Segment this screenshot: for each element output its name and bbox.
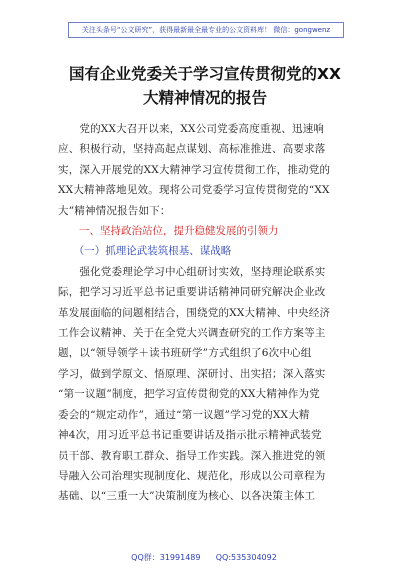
section-heading-1: 一、坚持政治站位，提升稳健发展的引领力 (58, 225, 279, 238)
document-body (58, 119, 358, 507)
para-line: 题，以“领导领学＋读书班研学”方式组织了6次中心组 (58, 347, 312, 360)
body-paragraph (58, 262, 358, 507)
intro-line: XX大精神落地见效。现将公司党委学习宣传贯彻党的“XX (58, 184, 330, 197)
promo-banner (68, 22, 344, 38)
document-title (40, 62, 370, 110)
para-line: 导融入公司治理实现制度化、规范化，形成以公司章程为 (58, 469, 326, 482)
para-line: 员干部、教育职工群众、指导工作实践。深入推进党的领 (58, 449, 326, 462)
para-line: 神4次，用习近平总书记重要讲话及指示批示精神武装党 (58, 429, 322, 442)
intro-line: 应、积极行动，坚持高起点谋划、高标准推进、高要求落 (58, 143, 326, 156)
title-line-1: 国有企业党委关于学习宣传贯彻党的XX (69, 65, 341, 83)
title-line-2: 大精神情况的报告 (142, 89, 267, 107)
intro-paragraph (58, 119, 358, 221)
para-line: 学习，做到学原文、悟原理、深研讨、出实招；深入落实 (58, 367, 326, 380)
intro-line: 大”精神情况报告如下： (58, 204, 171, 217)
para-line: 革发展面临的问题相结合，围绕党的XX大精神、中央经济 (58, 306, 331, 319)
para-line: 工作会议精神、关于在全党大兴调查研究的工作方案等主 (58, 327, 326, 340)
para-line: 基础、以“三重一大”决策制度为核心、以各决策主体工 (58, 490, 316, 503)
para-line: 强化党委理论学习中心组研讨实效，坚持理论联系实 (58, 265, 326, 278)
promo-banner-text: 关注头条号“公文研究”，获得最新最全最专业的公文资料库！ 微信：gongwenz (81, 26, 331, 34)
intro-line: 实，深入开展党的XX大精神学习宣传贯彻工作，推动党的 (58, 163, 331, 176)
para-line: 际，把学习习近平总书记重要讲话精神同研究解决企业改 (58, 286, 326, 299)
contact-footer: QQ群：31991489 QQ:535304092 (131, 553, 277, 562)
para-line: “第一议题”制度，把学习宣传贯彻党的XX大精神作为党 (58, 388, 320, 401)
para-line: 委会的“规定动作”，通过“第一议题”学习党的XX大精 (58, 408, 310, 421)
subsection-heading-1: （一）抓理论武装筑根基、谋战略 (58, 245, 232, 258)
intro-line: 党的XX大召开以来，XX公司党委高度重视、迅速响 (58, 123, 325, 135)
